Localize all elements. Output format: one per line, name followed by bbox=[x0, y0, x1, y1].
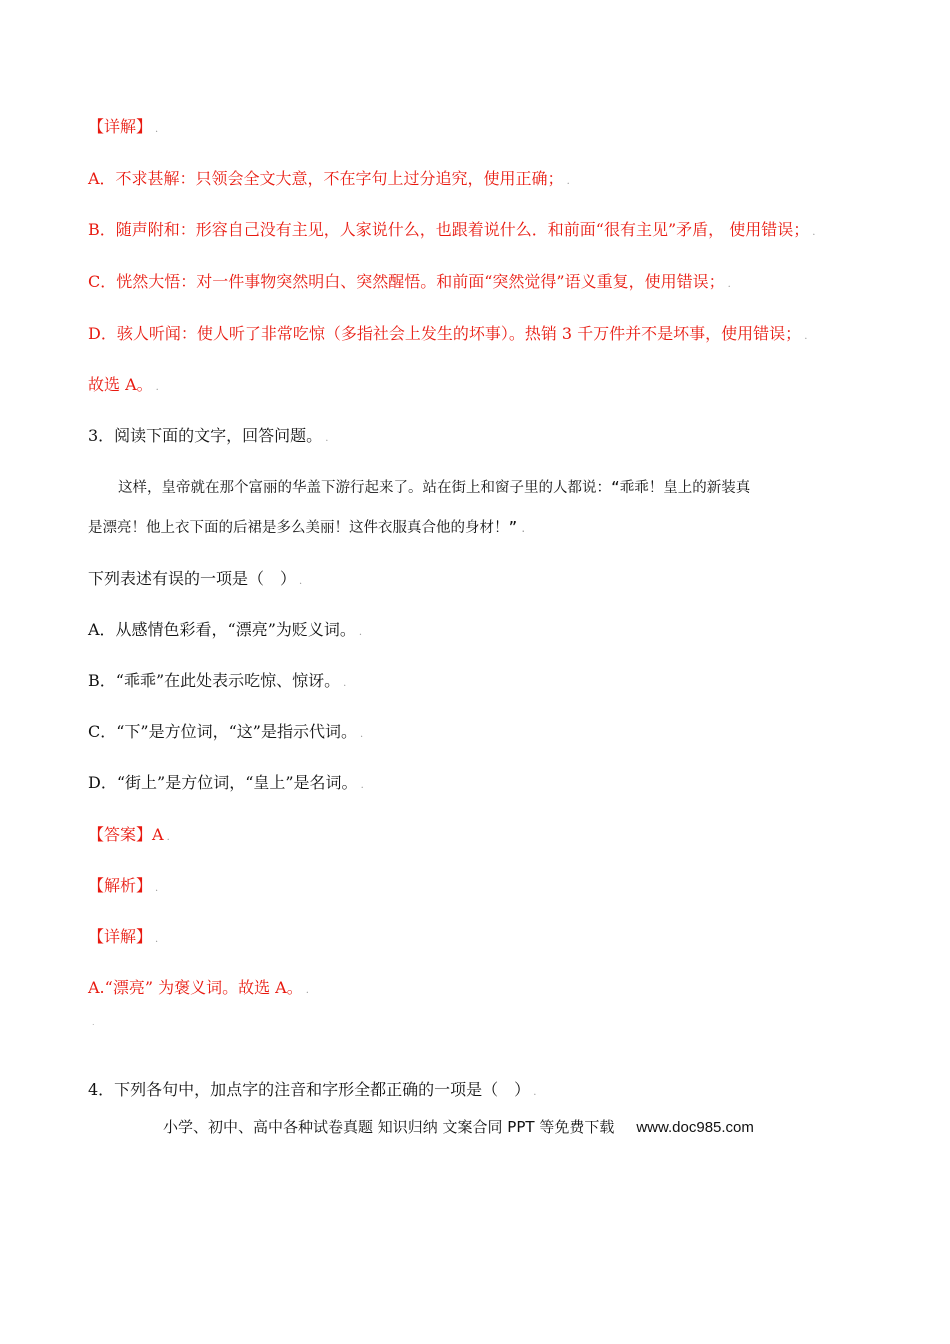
footer-text: 小学、初中、高中各种试卷真题 知识归纳 文案合同 PPT 等免费下载 bbox=[163, 1118, 615, 1136]
option-c-explanation: C．恍然大悟：对一件事物突然明白、突然醒悟。和前面“突然觉得”语义重复，使用错误； . bbox=[88, 272, 731, 291]
passage-line-2: 是漂亮！他上衣下面的后裙是多么美丽！这件衣服真合他的身材！” . bbox=[88, 520, 527, 536]
question-3-option-a: A．从感情色彩看，“漂亮”为贬义词。 . bbox=[88, 620, 363, 639]
conclusion: 故选 A。 . bbox=[88, 375, 159, 394]
question-3-stem: 3．阅读下面的文字，回答问题。 . bbox=[88, 426, 329, 445]
analysis-heading: 【解析】 . bbox=[88, 876, 159, 895]
option-d-explanation: D．骇人听闻：使人听了非常吃惊（多指社会上发生的坏事）。热销 3 千万件并不是坏事，使用错误； . bbox=[88, 324, 808, 343]
detail-heading: 【详解】 . bbox=[88, 117, 159, 136]
question-3-option-d: D．“街上”是方位词，“皇上”是名词。 . bbox=[88, 773, 364, 792]
answer: 【答案】A . bbox=[88, 825, 170, 844]
question-3-option-c: C．“下”是方位词，“这”是指示代词。 . bbox=[88, 722, 364, 741]
question-3-prompt: 下列表述有误的一项是（ ） . bbox=[88, 569, 303, 588]
paragraph-mark: . bbox=[92, 1018, 95, 1027]
option-a-explanation: A．不求甚解：只领会全文大意，不在字句上过分追究，使用正确； . bbox=[88, 169, 570, 188]
option-b-explanation: B．随声附和：形容自己没有主见，人家说什么，也跟着说什么．和前面“很有主见”矛盾， 使用错误； . bbox=[88, 220, 816, 239]
reading-passage bbox=[88, 477, 868, 541]
passage-line-1: 这样，皇帝就在那个富丽的华盖下游行起来了。站在街上和窗子里的人都说：“乖乖！皇上的新装真 bbox=[118, 480, 751, 496]
footer bbox=[163, 1116, 754, 1137]
question-4-stem: 4．下列各句中，加点字的注音和字形全都正确的一项是（ ） . bbox=[88, 1080, 537, 1099]
question-3-option-b: B．“乖乖”在此处表示吃惊、惊讶。 . bbox=[88, 671, 347, 690]
detail-text: A.“漂亮” 为褒义词。故选 A。 . bbox=[88, 978, 309, 997]
detail-heading-2: 【详解】 . bbox=[88, 927, 159, 946]
footer-url[interactable]: www.doc985.com bbox=[636, 1119, 754, 1136]
